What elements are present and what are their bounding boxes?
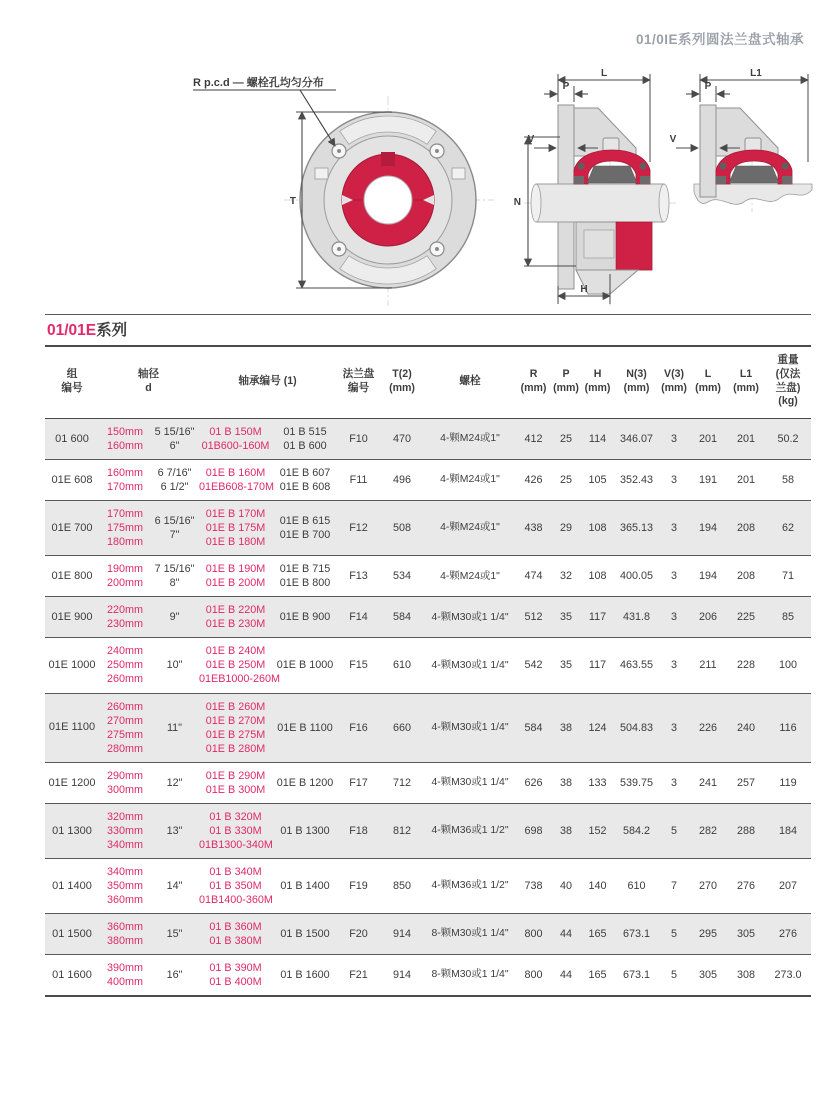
cell-v: 5 xyxy=(671,927,678,940)
cell-group: 01E 1100 xyxy=(48,721,96,734)
cell-flange: F13 xyxy=(349,570,368,583)
cell-n: 346.07 xyxy=(620,433,654,446)
cell-group: 01 600 xyxy=(55,432,89,445)
table-row xyxy=(45,762,811,803)
cell-h: 124 xyxy=(588,721,607,734)
cell-bearing: 01E B 607 01E B 608 xyxy=(279,467,331,494)
cell-d_in: 13" xyxy=(166,824,183,837)
cell-r: 474 xyxy=(524,570,543,583)
cell-bearing: 01 B 1300 xyxy=(280,824,330,837)
cell-n: 365.13 xyxy=(620,522,654,535)
cell-bolt: 4-颗M24或1" xyxy=(440,474,500,486)
cell-flange: F11 xyxy=(349,474,368,487)
cell-l: 211 xyxy=(699,659,717,672)
col-header-h: H (mm) xyxy=(581,346,614,419)
cell-bolt: 4-颗M30或1 1/4" xyxy=(431,721,509,733)
cell-p: 40 xyxy=(560,879,573,892)
cell-h: 108 xyxy=(588,522,607,535)
cell-r: 800 xyxy=(524,927,543,940)
cell-r: 512 xyxy=(524,611,543,624)
cell-d_mm: 150mm 160mm xyxy=(106,426,143,453)
table-row xyxy=(45,913,811,954)
cell-v: 3 xyxy=(671,721,678,734)
cell-n: 539.75 xyxy=(620,776,654,789)
cell-flange: F14 xyxy=(349,611,368,624)
cell-v: 3 xyxy=(671,659,678,672)
cell-group: 01 1500 xyxy=(52,927,92,940)
cell-l1: 288 xyxy=(737,824,756,837)
cell-l1: 201 xyxy=(737,433,756,446)
cell-t: 470 xyxy=(393,433,412,446)
cell-wt: 50.2 xyxy=(777,433,799,446)
table-row xyxy=(45,693,811,762)
cell-wt: 100 xyxy=(779,659,798,672)
cell-bearing: 01 B 1500 xyxy=(280,927,330,940)
cell-n: 504.83 xyxy=(620,721,654,734)
col-header-p: P (mm) xyxy=(551,346,581,419)
cell-p: 35 xyxy=(560,611,573,624)
cell-bearing_m: 01 B 340M 01 B 350M 01B1400-360M xyxy=(199,865,273,906)
cell-p: 38 xyxy=(560,824,573,837)
table-row xyxy=(45,954,811,996)
cell-l1: 276 xyxy=(737,879,756,892)
cell-flange: F10 xyxy=(349,433,368,446)
cell-group: 01 1300 xyxy=(52,824,92,837)
cell-t: 914 xyxy=(393,968,412,981)
table-row xyxy=(45,556,811,597)
cell-bearing: 01 B 515 01 B 600 xyxy=(283,426,327,453)
cell-flange: F12 xyxy=(349,522,368,535)
cell-l: 201 xyxy=(699,433,718,446)
cell-group: 01E 800 xyxy=(51,570,93,583)
cell-wt: 85 xyxy=(782,611,795,624)
cell-l: 282 xyxy=(699,824,718,837)
cell-h: 133 xyxy=(588,776,607,789)
cell-p: 44 xyxy=(560,968,573,981)
col-header-d: 轴径 d xyxy=(99,346,198,419)
cell-d_mm: 290mm 300mm xyxy=(106,769,143,796)
cell-v: 3 xyxy=(671,611,678,624)
cell-bearing: 01E B 1200 xyxy=(276,776,334,789)
cell-n: 673.1 xyxy=(623,968,651,981)
cell-n: 584.2 xyxy=(623,824,651,837)
cell-bearing: 01E B 715 01E B 800 xyxy=(279,563,331,590)
cell-bolt: 4-颗M30或1 1/4" xyxy=(431,611,509,623)
cell-d_in: 6 7/16" 6 1/2" xyxy=(157,467,192,494)
cell-l: 305 xyxy=(699,968,718,981)
front-view xyxy=(193,75,494,306)
cell-l: 241 xyxy=(699,776,718,789)
cell-d_in: 11" xyxy=(166,721,183,734)
pcd-callout xyxy=(193,75,336,146)
cell-v: 3 xyxy=(671,522,678,535)
dim-label-P: P xyxy=(562,81,570,92)
cell-h: 105 xyxy=(588,474,607,487)
dim-label-H: H xyxy=(580,284,588,295)
table-row xyxy=(45,419,811,460)
table-row xyxy=(45,858,811,913)
cell-t: 508 xyxy=(393,522,412,535)
cell-d_in: 14" xyxy=(166,879,183,892)
dim-label-N: N xyxy=(513,197,521,208)
section-title-accent: 01/01E xyxy=(47,322,97,339)
cell-l: 206 xyxy=(699,611,718,624)
cell-v: 3 xyxy=(671,570,678,583)
cell-l1: 228 xyxy=(737,659,756,672)
cell-t: 584 xyxy=(393,611,412,624)
pcd-label: R p.c.d — 螺栓孔均匀分布 xyxy=(193,77,324,89)
cell-r: 438 xyxy=(524,522,543,535)
cell-group: 01E 900 xyxy=(51,611,93,624)
cell-bolt: 4-颗M24或1" xyxy=(440,522,500,534)
cell-n: 352.43 xyxy=(620,474,654,487)
cell-l1: 208 xyxy=(737,570,756,583)
cell-n: 673.1 xyxy=(623,927,651,940)
cell-d_mm: 220mm 230mm xyxy=(106,604,143,631)
table-row xyxy=(45,638,811,693)
cell-l1: 208 xyxy=(737,522,756,535)
series-section xyxy=(45,314,811,997)
cell-bolt: 8-颗M30或1 1/4" xyxy=(431,969,509,981)
cell-h: 165 xyxy=(588,968,607,981)
cell-d_mm: 170mm 175mm 180mm xyxy=(106,508,143,549)
cell-h: 140 xyxy=(588,879,607,892)
cell-bearing_m: 01 B 390M 01 B 400M xyxy=(209,961,262,988)
dim-label-L1: L1 xyxy=(750,68,762,79)
cell-r: 542 xyxy=(524,659,543,672)
cell-p: 29 xyxy=(560,522,573,535)
cell-r: 426 xyxy=(524,474,543,487)
cell-d_in: 15" xyxy=(166,927,183,940)
cell-flange: F20 xyxy=(349,927,368,940)
col-header-t: T(2) (mm) xyxy=(380,346,424,419)
cell-flange: F21 xyxy=(349,968,368,981)
cell-p: 25 xyxy=(560,474,573,487)
bore xyxy=(364,176,412,224)
cell-n: 463.55 xyxy=(620,659,654,672)
dim-label-V: V xyxy=(527,134,535,145)
cell-wt: 276 xyxy=(779,927,798,940)
cell-h: 152 xyxy=(588,824,607,837)
dim-label-V2: V xyxy=(669,134,677,145)
cell-h: 114 xyxy=(588,433,607,446)
cell-l1: 305 xyxy=(737,927,756,940)
cell-bearing_m: 01E B 260M 01E B 270M 01E B 275M 01E B 280M xyxy=(205,700,266,755)
col-header-flange: 法兰盘 编号 xyxy=(337,346,380,419)
housing-red-block xyxy=(616,222,652,270)
cell-wt: 116 xyxy=(779,721,797,734)
cell-bearing: 01E B 1100 xyxy=(277,721,333,734)
cell-d_mm: 160mm 170mm xyxy=(106,467,143,494)
cell-bolt: 4-颗M24或1" xyxy=(440,433,500,445)
cell-bearing: 01 B 1600 xyxy=(280,968,330,981)
cell-t: 610 xyxy=(393,659,412,672)
cell-wt: 184 xyxy=(779,824,798,837)
header-row xyxy=(45,346,811,419)
cell-t: 660 xyxy=(393,721,412,734)
cell-group: 01E 1200 xyxy=(48,776,96,789)
cell-t: 496 xyxy=(393,474,412,487)
table-row xyxy=(45,460,811,501)
col-header-v: V(3) (mm) xyxy=(659,346,689,419)
cell-flange: F16 xyxy=(349,721,368,734)
cell-bearing_m: 01E B 170M 01E B 175M 01E B 180M xyxy=(205,508,266,549)
cell-d_mm: 360mm 380mm xyxy=(106,920,143,947)
cell-bolt: 4-颗M36或1 1/2" xyxy=(431,880,509,892)
cell-bearing_m: 01E B 290M 01E B 300M xyxy=(205,769,266,796)
col-header-group: 组 编号 xyxy=(45,346,99,419)
cell-bearing_m: 01 B 150M 01B600-160M xyxy=(201,426,270,453)
dim-label-L: L xyxy=(600,68,608,79)
cell-r: 584 xyxy=(524,721,543,734)
cell-n: 431.8 xyxy=(623,611,651,624)
cell-p: 25 xyxy=(560,433,573,446)
side-view-section xyxy=(514,68,676,306)
col-header-r: R (mm) xyxy=(516,346,551,419)
table-row xyxy=(45,597,811,638)
cell-t: 812 xyxy=(393,824,412,837)
cell-n: 610 xyxy=(627,879,646,892)
col-header-n: N(3) (mm) xyxy=(614,346,659,419)
cell-bearing_m: 01 B 360M 01 B 380M xyxy=(209,920,262,947)
cell-p: 35 xyxy=(560,659,573,672)
col-header-l: L (mm) xyxy=(689,346,727,419)
cell-n: 400.05 xyxy=(620,570,654,583)
cell-bearing: 01 B 1400 xyxy=(280,879,330,892)
side-view-partial xyxy=(670,68,812,212)
cell-wt: 207 xyxy=(779,879,798,892)
cell-flange: F17 xyxy=(349,776,368,789)
dim-label-P2: P xyxy=(704,81,712,92)
cell-h: 108 xyxy=(588,570,607,583)
cell-p: 44 xyxy=(560,927,573,940)
cell-d_in: 12" xyxy=(166,776,183,789)
cell-wt: 119 xyxy=(779,776,797,789)
cell-l1: 308 xyxy=(737,968,756,981)
cell-d_in: 5 15/16" 6" xyxy=(154,426,195,453)
cell-bearing_m: 01E B 240M 01E B 250M 01EB1000-260M xyxy=(199,645,281,686)
col-header-bolt: 螺栓 xyxy=(424,346,516,419)
cell-l1: 225 xyxy=(737,611,756,624)
cell-d_in: 6 15/16" 7" xyxy=(154,515,195,542)
cell-group: 01 1400 xyxy=(52,879,92,892)
cell-l: 194 xyxy=(699,522,718,535)
cell-d_mm: 260mm 270mm 275mm 280mm xyxy=(106,700,143,755)
dim-P2 xyxy=(686,81,730,102)
cell-t: 850 xyxy=(393,879,412,892)
cell-d_in: 10" xyxy=(166,659,183,672)
cell-bolt: 8-颗M30或1 1/4" xyxy=(431,928,509,940)
col-header-bearing: 轴承编号 (1) xyxy=(198,346,337,419)
cell-d_mm: 190mm 200mm xyxy=(106,563,143,590)
cell-r: 412 xyxy=(524,433,543,446)
cell-h: 165 xyxy=(588,927,607,940)
cell-v: 7 xyxy=(671,879,678,892)
technical-drawings xyxy=(0,62,830,314)
cell-group: 01E 1000 xyxy=(48,659,96,672)
cell-d_mm: 390mm 400mm xyxy=(106,961,143,988)
cell-wt: 71 xyxy=(782,570,795,583)
cell-l1: 257 xyxy=(737,776,756,789)
cell-flange: F15 xyxy=(349,659,368,672)
cell-h: 117 xyxy=(588,611,607,624)
cell-p: 38 xyxy=(560,721,573,734)
cell-v: 3 xyxy=(671,433,678,446)
dim-P xyxy=(544,81,588,102)
cell-d_in: 7 15/16" 8" xyxy=(154,563,195,590)
cell-l: 295 xyxy=(699,927,718,940)
cell-wt: 58 xyxy=(782,474,795,487)
cell-bearing_m: 01E B 160M 01EB608-170M xyxy=(199,467,275,494)
cell-p: 38 xyxy=(560,776,573,789)
cell-bearing: 01E B 900 xyxy=(279,611,331,624)
cell-r: 738 xyxy=(524,879,543,892)
cell-r: 800 xyxy=(524,968,543,981)
cell-bolt: 4-颗M24或1" xyxy=(440,570,500,582)
table-row xyxy=(45,803,811,858)
cell-l1: 201 xyxy=(737,474,756,487)
cell-l: 270 xyxy=(699,879,718,892)
cell-bearing_m: 01E B 190M 01E B 200M xyxy=(205,563,266,590)
cell-d_mm: 240mm 250mm 260mm xyxy=(106,645,143,686)
cell-flange: F19 xyxy=(349,879,368,892)
cell-wt: 273.0 xyxy=(774,968,802,981)
spec-table-head xyxy=(45,346,811,419)
cell-v: 5 xyxy=(671,824,678,837)
cell-bolt: 4-颗M30或1 1/4" xyxy=(431,776,509,788)
section-title-rest: 系列 xyxy=(96,322,128,339)
cell-wt: 62 xyxy=(782,522,795,535)
cell-group: 01 1600 xyxy=(52,968,92,981)
cell-d_mm: 320mm 330mm 340mm xyxy=(106,810,143,851)
cell-bolt: 4-颗M36或1 1/2" xyxy=(431,824,509,836)
cell-group: 01E 608 xyxy=(51,474,93,486)
col-header-weight: 重量 (仅法 兰盘)(kg) xyxy=(765,346,811,419)
cell-t: 914 xyxy=(393,927,412,940)
cell-d_mm: 340mm 350mm 360mm xyxy=(106,865,143,906)
cell-l: 191 xyxy=(699,474,718,487)
cell-bearing_m: 01E B 220M 01E B 230M xyxy=(205,604,266,631)
cell-r: 698 xyxy=(524,824,543,837)
flange-bearing-drawing xyxy=(0,62,830,314)
cell-d_in: 16" xyxy=(166,968,183,981)
cell-d_in: 9" xyxy=(169,611,180,624)
cell-l: 226 xyxy=(699,721,718,734)
cell-t: 534 xyxy=(393,570,412,583)
cell-l1: 240 xyxy=(737,721,756,734)
cell-t: 712 xyxy=(393,776,412,789)
cell-group: 01E 700 xyxy=(51,522,93,535)
cell-r: 626 xyxy=(524,776,543,789)
table-row xyxy=(45,501,811,556)
cell-l: 194 xyxy=(699,570,718,583)
cell-h: 117 xyxy=(588,659,607,672)
cell-p: 32 xyxy=(560,570,573,583)
dim-label-T: T xyxy=(289,196,296,207)
cell-bearing: 01E B 615 01E B 700 xyxy=(279,515,331,542)
cell-v: 5 xyxy=(671,968,678,981)
section-title xyxy=(45,315,811,345)
spec-table xyxy=(45,345,811,997)
cell-v: 3 xyxy=(671,776,678,789)
cell-flange: F18 xyxy=(349,824,368,837)
col-header-l1: L1 (mm) xyxy=(727,346,765,419)
cell-bolt: 4-颗M30或1 1/4" xyxy=(431,659,509,671)
page-title: 01/0IE系列圆法兰盘式轴承 xyxy=(635,32,804,47)
cell-v: 3 xyxy=(671,474,678,487)
spec-table-body xyxy=(45,419,811,996)
cell-bearing: 01E B 1000 xyxy=(276,659,334,672)
cell-bearing_m: 01 B 320M 01 B 330M 01B1300-340M xyxy=(199,810,273,851)
